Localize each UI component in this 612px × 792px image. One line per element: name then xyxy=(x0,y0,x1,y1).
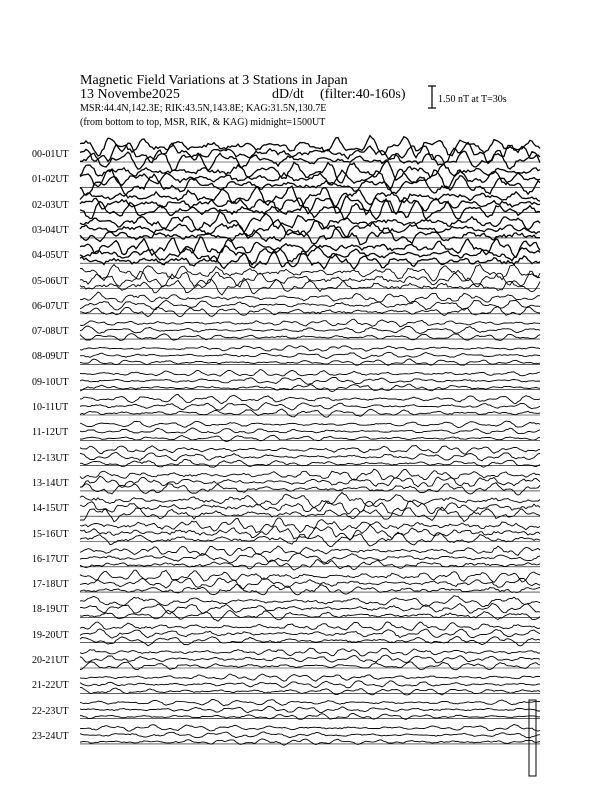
station-trace-kag xyxy=(80,622,540,630)
hour-label: 13-14UT xyxy=(32,477,69,489)
station-trace-msr xyxy=(80,409,540,417)
station-trace-kag xyxy=(80,292,540,304)
hour-label: 23-24UT xyxy=(32,730,69,742)
hour-label: 19-20UT xyxy=(32,629,69,641)
station-trace-kag xyxy=(80,648,540,656)
station-trace-rik xyxy=(80,476,540,487)
hour-label: 15-16UT xyxy=(32,528,69,540)
station-trace-msr xyxy=(80,637,540,646)
station-trace-rik xyxy=(80,378,540,385)
station-trace-msr xyxy=(80,610,540,621)
hour-label: 17-18UT xyxy=(32,579,69,591)
station-trace-rik xyxy=(80,578,540,589)
hour-label: 14-15UT xyxy=(32,503,69,515)
hour-label: 00-01UT xyxy=(32,149,69,160)
station-trace-rik xyxy=(80,403,540,411)
station-trace-msr xyxy=(80,483,540,495)
station-coordinates: MSR:44.4N,142.3E; RIK:43.5N,143.8E; KAG:31.5N,130.7E xyxy=(80,103,327,114)
station-trace-kag xyxy=(80,421,540,427)
station-trace-kag xyxy=(80,370,540,377)
quantity-label: dD/dt xyxy=(272,87,304,102)
station-trace-msr xyxy=(80,384,540,391)
station-trace-kag xyxy=(80,492,540,508)
station-trace-msr xyxy=(80,560,540,571)
station-trace-msr xyxy=(80,739,540,745)
station-trace-rik xyxy=(80,732,540,738)
station-trace-kag xyxy=(80,570,540,582)
station-trace-msr xyxy=(80,662,540,670)
station-trace-rik xyxy=(80,501,540,514)
hour-label: 11-12UT xyxy=(32,427,69,439)
station-trace-kag xyxy=(80,346,540,352)
station-trace-kag xyxy=(80,394,540,403)
hour-label: 21-22UT xyxy=(32,680,69,692)
station-trace-rik xyxy=(80,428,540,434)
station-trace-msr xyxy=(80,199,540,220)
station-trace-rik xyxy=(80,629,540,638)
hour-label: 09-10UT xyxy=(32,376,69,388)
station-trace-rik xyxy=(80,707,540,713)
station-trace-msr xyxy=(80,688,540,695)
scale-label: 1.50 nT at T=30s xyxy=(438,94,507,105)
station-trace-rik xyxy=(80,326,540,334)
station-trace-rik xyxy=(80,300,540,310)
station-trace-kag xyxy=(80,724,540,731)
hour-label: 10-11UT xyxy=(32,402,69,413)
hour-label: 03-04UT xyxy=(32,224,69,236)
station-trace-kag xyxy=(80,596,540,607)
hour-label: 05-06UT xyxy=(32,275,69,287)
hour-label: 02-03UT xyxy=(32,199,69,211)
station-trace-rik xyxy=(80,681,540,688)
hour-label: 07-08UT xyxy=(32,326,69,338)
chart-title: Magnetic Field Variations at 3 Stations in Japan xyxy=(80,73,348,88)
hour-label: 22-23UT xyxy=(32,705,69,717)
station-trace-msr xyxy=(80,585,540,595)
hour-label: 06-07UT xyxy=(32,300,69,312)
chart-date: 13 Novembe2025 xyxy=(80,87,180,102)
station-trace-rik xyxy=(80,452,540,461)
filter-label: (filter:40-160s) xyxy=(320,87,406,102)
hour-label: 04-05UT xyxy=(32,250,69,262)
station-trace-kag xyxy=(80,469,540,480)
station-trace-msr xyxy=(80,306,540,316)
hour-label: 08-09UT xyxy=(32,351,69,363)
scale-bar xyxy=(428,86,436,108)
station-trace-kag xyxy=(80,319,540,327)
station-trace-kag xyxy=(80,445,540,454)
station-trace-rik xyxy=(80,655,540,663)
station-trace-rik xyxy=(80,352,540,358)
hour-label: 12-13UT xyxy=(32,452,69,464)
station-trace-kag xyxy=(80,674,540,681)
station-trace-msr xyxy=(80,507,540,522)
station-trace-rik xyxy=(80,604,540,615)
hour-label: 01-02UT xyxy=(32,174,69,186)
station-trace-rik xyxy=(80,169,540,190)
station-trace-kag xyxy=(80,265,540,282)
station-trace-kag xyxy=(80,546,540,556)
hour-label: 20-21UT xyxy=(32,655,69,666)
station-trace-msr xyxy=(80,460,540,468)
station-trace-kag xyxy=(80,518,540,532)
hour-label: 16-17UT xyxy=(32,553,69,565)
station-order-note: (from bottom to top, MSR, RIK, & KAG) midnight=1500UT xyxy=(80,117,326,128)
station-trace-rik xyxy=(80,553,540,563)
hour-label: 18-19UT xyxy=(32,604,69,616)
station-trace-kag xyxy=(80,699,540,705)
